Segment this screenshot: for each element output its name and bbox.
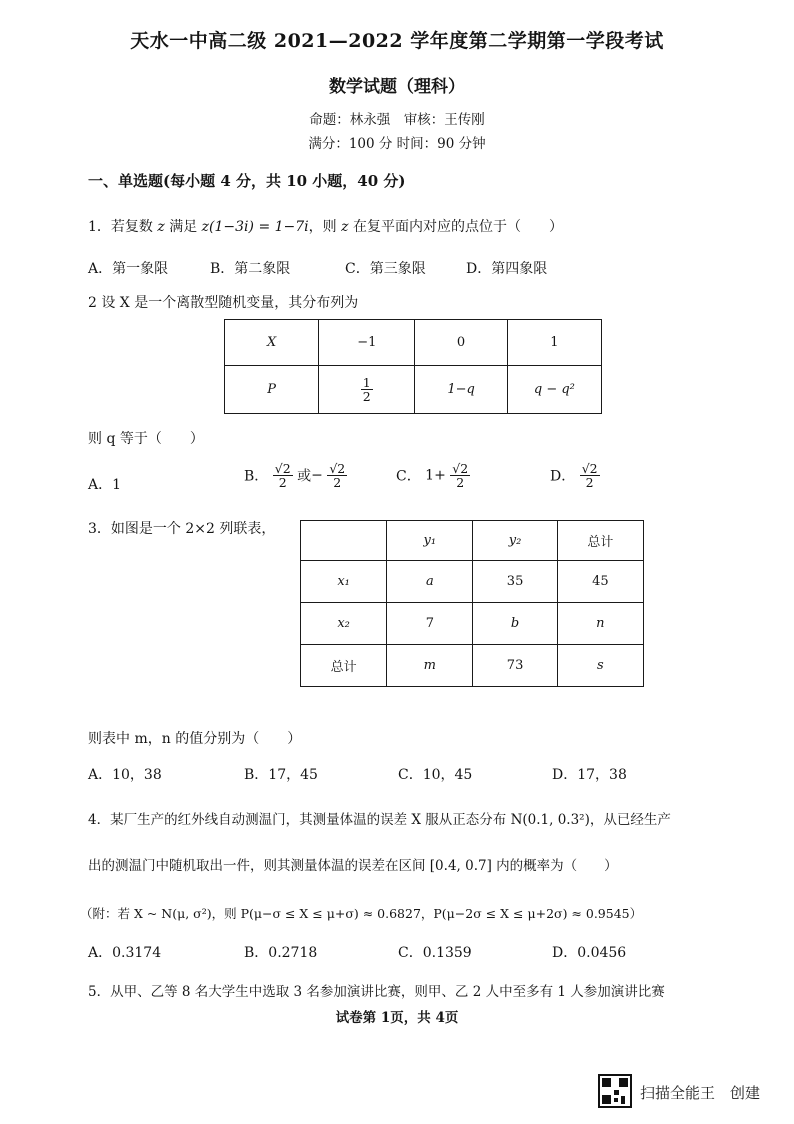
q1-stem-d: 在复平面内对应的点位于（ ） xyxy=(352,219,563,235)
table-cell: x₂ xyxy=(301,603,387,645)
q2-option-a: A．1 xyxy=(88,477,122,493)
question-4-line-2: 出的测温门中随机取出一件，则其测量体温的误差在区间 [0.4, 0.7] 内的概率为（ ） xyxy=(88,858,618,874)
q2-option-c: C． 1+ $\frac{√2}{2}$ xyxy=(396,461,469,491)
table-cell: m xyxy=(387,645,473,687)
author-line: 命题：林永强 审核：王传刚 xyxy=(309,112,485,128)
qr-code-icon xyxy=(598,1074,632,1108)
section-heading: 一、单选题(每小题 4 分，共 10 小题，40 分) xyxy=(88,172,406,190)
q2-ask: 则 q 等于（ ） xyxy=(88,431,204,447)
score-line: 满分：100 分 时间：90 分钟 xyxy=(308,136,486,152)
table-cell: 7 xyxy=(387,603,473,645)
exam-title: 天水一中高二级 2021—2022 学年度第二学期第一学段考试 xyxy=(130,30,664,52)
question-4-hint: （附：若 X ~ N(μ, σ²)，则 P(μ−σ ≤ X ≤ μ+σ) ≈ 0.6827，P(μ−2σ ≤ X ≤ μ+2σ) ≈ 0.9545） xyxy=(80,906,643,921)
q3-ask: 则表中 m，n 的值分别为（ ） xyxy=(88,731,302,747)
table-cell: 1 xyxy=(507,320,601,366)
exam-subtitle: 数学试题（理科） xyxy=(329,77,465,97)
question-3: 3．如图是一个 2×2 列联表， xyxy=(88,521,276,537)
table-cell: y₁ xyxy=(387,521,473,561)
table-row xyxy=(301,603,644,645)
question-4-line-1: 4．某厂生产的红外线自动测温门，其测量体温的误差 X 服从正态分布 N(0.1, 0.3²)，从已经生产 xyxy=(88,812,671,828)
q4-option-d: D．0.0456 xyxy=(552,945,627,961)
table-cell: X xyxy=(225,320,319,366)
table-cell: b xyxy=(473,603,557,645)
q3-option-c: C．10，45 xyxy=(398,767,473,783)
fraction-sqrt2-over-2: $\frac{√2}{2}$ xyxy=(452,461,469,491)
distribution-row-x xyxy=(225,320,602,366)
q1-option-a: A．第一象限 xyxy=(88,261,169,277)
question-2: 2 设 X 是一个离散型随机变量，其分布列为 xyxy=(88,295,359,311)
table-cell: P xyxy=(225,366,319,414)
q3-option-a: A．10，38 xyxy=(88,767,162,783)
q3-option-d: D．17，38 xyxy=(552,767,627,783)
fraction-sqrt2-over-2: $\frac{√2}{2}$ xyxy=(274,461,291,491)
q1-expression: z(1−3i) = 1−7i xyxy=(201,219,309,235)
table-row xyxy=(301,645,644,687)
q4-option-c: C．0.1359 xyxy=(398,945,472,961)
table-cell: n xyxy=(557,603,643,645)
q1-option-c: C．第三象限 xyxy=(345,261,426,277)
table-row xyxy=(301,561,644,603)
q1-stem-a: 1．若复数 xyxy=(88,219,153,235)
table-cell: 35 xyxy=(473,561,557,603)
table-cell: q − q² xyxy=(507,366,601,414)
page-footer: 试卷第 1页，共 4页 xyxy=(335,1010,459,1026)
table-row xyxy=(301,521,644,561)
contingency-table xyxy=(300,520,644,687)
q1-stem-b: 满足 xyxy=(169,219,198,235)
table-cell: 总计 xyxy=(557,521,643,561)
table-cell: 73 xyxy=(473,645,557,687)
distribution-table xyxy=(224,319,602,414)
q4-option-b: B．0.2718 xyxy=(244,945,318,961)
q1-var-z2: z xyxy=(341,219,349,235)
table-cell: 总计 xyxy=(301,645,387,687)
distribution-row-p xyxy=(225,366,602,414)
table-cell: 45 xyxy=(557,561,643,603)
fraction-half: $\frac{1}{2}$ xyxy=(362,374,371,404)
table-cell: 0 xyxy=(415,320,507,366)
q3-option-b: B．17，45 xyxy=(244,767,318,783)
q2-option-d: D． $\frac{√2}{2}$ xyxy=(550,461,598,491)
table-cell: s xyxy=(557,645,643,687)
table-cell xyxy=(301,521,387,561)
fraction-sqrt2-over-2: $\frac{√2}{2}$ xyxy=(581,461,598,491)
table-cell: x₁ xyxy=(301,561,387,603)
question-5: 5．从甲、乙等 8 名大学生中选取 3 名参加演讲比赛，则甲、乙 2 人中至多有 1 人参加演讲比赛 xyxy=(88,984,665,1000)
table-cell: y₂ xyxy=(473,521,557,561)
q1-option-d: D．第四象限 xyxy=(466,261,548,277)
q2-option-b: B． $\frac{√2}{2}$ 或− $\frac{√2}{2}$ xyxy=(244,461,346,491)
q1-stem-c: ，则 xyxy=(308,219,337,235)
fraction-sqrt2-over-2: $\frac{√2}{2}$ xyxy=(329,461,346,491)
q1-var-z: z xyxy=(157,219,165,235)
q4-option-a: A．0.3174 xyxy=(88,945,162,961)
table-cell: −1 xyxy=(319,320,415,366)
table-cell xyxy=(319,366,415,414)
table-cell: a xyxy=(387,561,473,603)
q1-option-b: B．第二象限 xyxy=(210,261,291,277)
table-cell: 1−q xyxy=(415,366,507,414)
scanner-watermark: 扫描全能王 创建 xyxy=(640,1084,761,1102)
question-1 xyxy=(88,216,563,236)
